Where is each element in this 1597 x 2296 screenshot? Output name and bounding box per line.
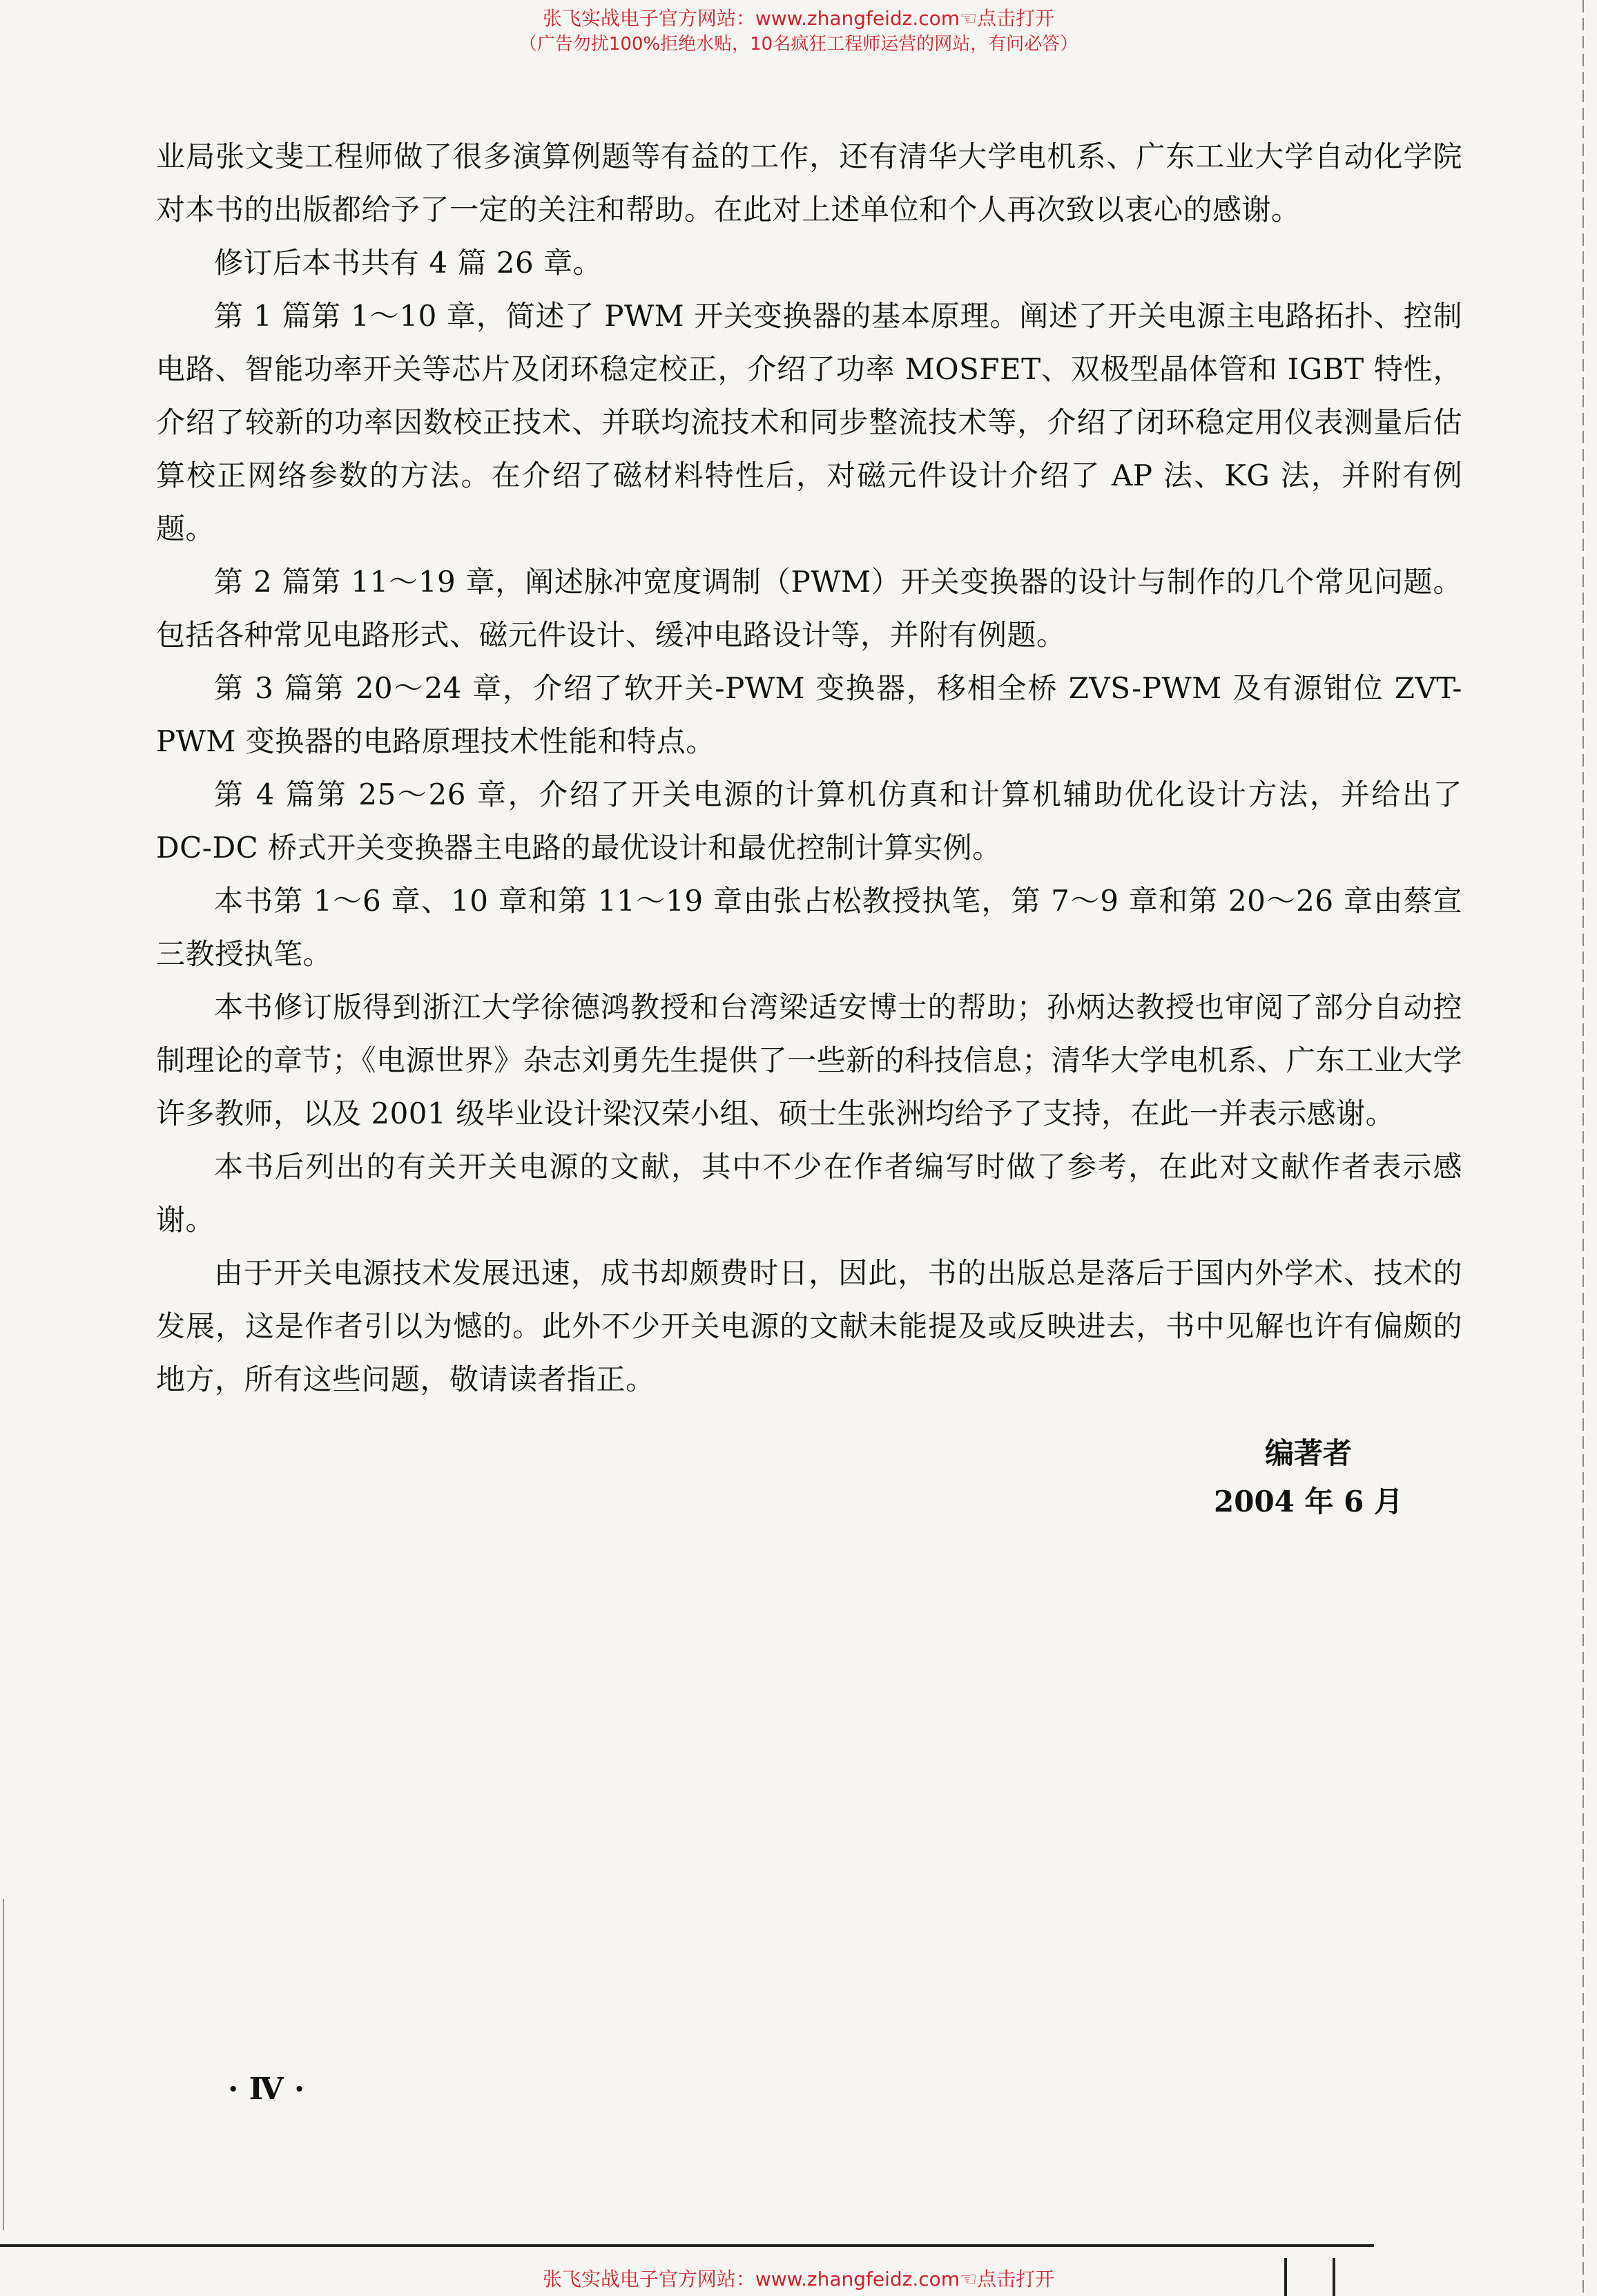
paragraph: 第 3 篇第 20～24 章，介绍了软开关-PWM 变换器，移相全桥 ZVS-PWM 及有源钳位 ZVT-PWM 变换器的电路原理技术性能和特点。	[156, 671, 1462, 758]
top-banner[interactable]	[0, 6, 1597, 57]
paragraph: 业局张文斐工程师做了很多演算例题等有益的工作，还有清华大学电机系、广东工业大学自动化学院对本书的出版都给予了一定的关注和帮助。在此对上述单位和个人再次致以衷心的感谢。	[156, 139, 1462, 226]
bottom-banner[interactable]: 张飞实战电子官方网站：www.zhangfeidz.com☜点击打开	[542, 2268, 1055, 2290]
paragraph: 由于开关电源技术发展迅速，成书却颇费时日，因此，书的出版总是落后于国内外学术、技术的发展，这是作者引以为憾的。此外不少开关电源的文献未能提及或反映进去，书中见解也许有偏颇的地方，所有这些问题，敬请读者指正。	[156, 1256, 1462, 1396]
banner-notice: （广告勿扰100%拒绝水贴，10名疯狂工程师运营的网站，有问必答）	[519, 34, 1078, 55]
banner-link[interactable]: 张飞实战电子官方网站：www.zhangfeidz.com☜点击打开	[542, 7, 1055, 30]
scan-edge-bottom	[0, 2244, 1374, 2247]
paragraph: 本书后列出的有关开关电源的文献，其中不少在作者编写时做了参考，在此对文献作者表示感谢。	[156, 1150, 1462, 1237]
paragraph: 第 4 篇第 25～26 章，介绍了开关电源的计算机仿真和计算机辅助优化设计方法，并给出了 DC-DC 桥式开关变换器主电路的最优设计和最优控制计算实例。	[156, 778, 1462, 865]
body-text	[156, 130, 1462, 1406]
scan-edge-right	[1583, 0, 1584, 2296]
page-number: · Ⅳ ·	[228, 2072, 305, 2107]
paragraph: 第 1 篇第 1～10 章，简述了 PWM 开关变换器的基本原理。阐述了开关电源主电路拓扑、控制电路、智能功率开关等芯片及闭环稳定校正，介绍了功率 MOSFET、双极型晶体管和 IGBT 特性，介绍了较新的功率因数校正技术、并联均流技术和同步整流技术等，介绍了闭环稳定用仪表测量后估算校正网络参数的方法。在介绍了磁材料特性后，对磁元件设计介绍了 AP 法、KG 法，并附有例题。	[156, 299, 1462, 546]
paragraph: 第 2 篇第 11～19 章，阐述脉冲宽度调制（PWM）开关变换器的设计与制作的几个常见问题。包括各种常见电路形式、磁元件设计、缓冲电路设计等，并附有例题。	[156, 565, 1462, 652]
signature-date: 2004 年 6 月	[1214, 1485, 1403, 1518]
paragraph: 修订后本书共有 4 篇 26 章。	[214, 246, 603, 280]
paragraph: 本书第 1～6 章、10 章和第 11～19 章由张占松教授执笔，第 7～9 章和第 20～26 章由蔡宣三教授执笔。	[156, 884, 1462, 971]
signature-block	[1194, 1429, 1422, 1526]
signature-author: 编著者	[1264, 1436, 1352, 1470]
paragraph: 本书修订版得到浙江大学徐德鸿教授和台湾梁适安博士的帮助；孙炳达教授也审阅了部分自动控制理论的章节；《电源世界》杂志刘勇先生提供了一些新的科技信息；清华大学电机系、广东工业大学许多教师，以及 2001 级毕业设计梁汉荣小组、硕士生张洲均给予了支持，在此一并表示感谢。	[156, 990, 1462, 1130]
scan-edge-left	[3, 1899, 4, 2230]
